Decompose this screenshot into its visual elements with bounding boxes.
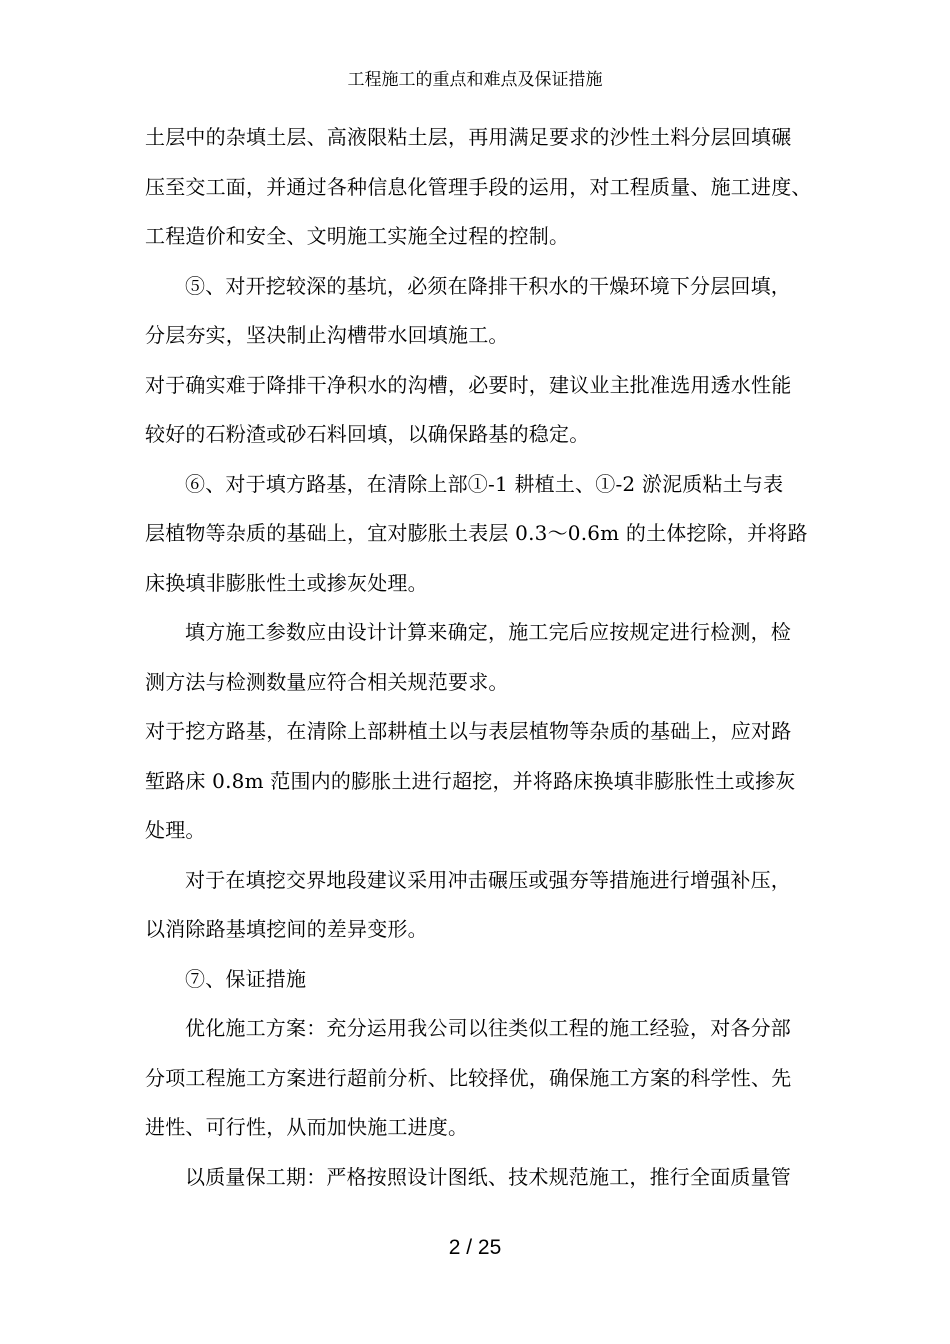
text-line: 分层夯实，坚决制止沟槽带水回填施工。 (145, 323, 509, 347)
text-line: 以消除路基填挖间的差异变形。 (145, 917, 428, 941)
text-line: ⑥、对于填方路基，在清除上部①-1 耕植土、①-2 淤泥质粘土与表 (185, 471, 784, 496)
text-line: ⑦、保证措施 (185, 966, 307, 991)
text-line: 工程造价和安全、文明施工实施全过程的控制。 (145, 224, 570, 248)
text-line: 床换填非膨胀性土或掺灰处理。 (145, 570, 428, 595)
text-line: 填方施工参数应由设计计算来确定，施工完后应按规定进行检测，检 (185, 620, 791, 644)
text-line: 进性、可行性，从而加快施工进度。 (145, 1115, 469, 1139)
document-body (145, 113, 810, 1202)
text-line: 较好的石粉渣或砂石料回填，以确保路基的稳定。 (145, 422, 590, 446)
text-line: 压至交工面，并通过各种信息化管理手段的运用，对工程质量、施工进度、 (145, 174, 812, 199)
text-line: 土层中的杂填土层、高液限粘土层，再用满足要求的沙性土料分层回填碾 (145, 125, 792, 149)
text-line: 对于挖方路基，在清除上部耕植土以与表层植物等杂质的基础上，应对路 (145, 719, 792, 743)
text-line: 对于在填挖交界地段建议采用冲击碾压或强夯等措施进行增强补压， (185, 867, 791, 892)
text-line: ⑤、对开挖较深的基坑，必须在降排干积水的干燥环境下分层回填， (185, 273, 791, 298)
text-line: 以质量保工期：严格按照设计图纸、技术规范施工，推行全面质量管 (185, 1164, 791, 1189)
text-line: 对于确实难于降排干净积水的沟槽，必要时，建议业主批准选用透水性能 (145, 372, 792, 397)
text-line: 处理。 (145, 818, 206, 842)
text-line: 分项工程施工方案进行超前分析、比较择优，确保施工方案的科学性、先 (145, 1065, 792, 1090)
text-line: 层植物等杂质的基础上，宜对膨胀土表层 0.3～0.6m 的土体挖除，并将路 (145, 521, 808, 545)
text-line: 堑路床 0.8m 范围内的膨胀土进行超挖，并将路床换填非膨胀性土或掺灰 (145, 768, 796, 793)
page-number: 2 / 25 (448, 1236, 502, 1259)
text-line: 测方法与检测数量应符合相关规范要求。 (145, 669, 509, 694)
text-line: 优化施工方案：充分运用我公司以往类似工程的施工经验，对各分部 (185, 1016, 791, 1040)
page-header-title: 工程施工的重点和难点及保证措施 (347, 70, 603, 90)
